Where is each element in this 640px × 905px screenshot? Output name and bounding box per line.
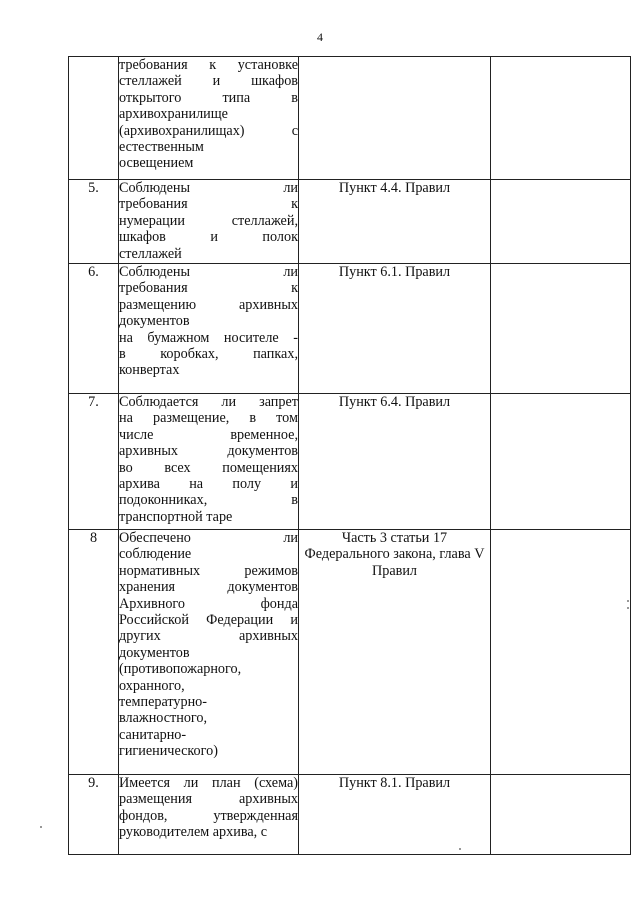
requirement-question: [119, 530, 299, 775]
table-row: [69, 264, 631, 394]
page-number: 4: [317, 30, 323, 44]
row-number: 5.: [69, 180, 119, 264]
question-line: нормативных режимов: [119, 562, 298, 579]
question-line: нумерации стеллажей,: [119, 212, 298, 229]
requirement-question: [119, 775, 299, 855]
question-line: естественным: [119, 139, 204, 156]
question-line: санитарно-: [119, 726, 187, 743]
row-number: [69, 57, 119, 180]
question-line: хранения документов: [119, 579, 298, 596]
question-line: стеллажей и шкафов: [119, 73, 298, 90]
question-line: документов: [119, 313, 190, 330]
question-line: фондов, утвержденная: [119, 807, 298, 824]
row-number: 6.: [69, 264, 119, 394]
legal-reference: Часть 3 статьи 17 Федерального закона, глава V Правил: [299, 530, 491, 775]
note-cell: [491, 775, 631, 855]
question-line: в коробках, папках,: [119, 346, 298, 363]
question-line: требования к: [119, 280, 298, 297]
question-line: на размещение, в том: [119, 410, 298, 427]
requirement-question: [119, 180, 299, 264]
table-row: [69, 775, 631, 855]
question-line: шкафов и полок: [119, 229, 298, 246]
row-number: 7.: [69, 394, 119, 530]
requirement-question: [119, 264, 299, 394]
question-line: требования к: [119, 196, 298, 213]
question-line: Соблюдены ли: [119, 264, 298, 280]
question-line: открытого типа в: [119, 89, 298, 106]
legal-reference: Пункт 6.1. Правил: [299, 264, 491, 394]
note-cell: [491, 394, 631, 530]
question-line: (противопожарного,: [119, 661, 242, 678]
question-line: руководителем архива, с: [119, 824, 268, 841]
legal-reference: Пункт 8.1. Правил: [299, 775, 491, 855]
question-line: архива на полу и: [119, 476, 298, 493]
question-line: архивных документов: [119, 443, 298, 460]
question-line: требования к установке: [119, 57, 298, 73]
question-line: архивохранилище: [119, 106, 228, 123]
question-line: соблюдение: [119, 546, 192, 563]
checklist-body: [69, 57, 631, 855]
question-line: освещением: [119, 155, 194, 172]
question-line: размещения архивных: [119, 791, 298, 808]
question-line: Имеется ли план (схема): [119, 775, 298, 791]
question-line: на бумажном носителе -: [119, 329, 298, 346]
table-row: [69, 394, 631, 530]
question-line: Архивного фонда: [119, 595, 298, 612]
question-line: документов: [119, 644, 190, 661]
requirement-question: [119, 57, 299, 180]
question-line: Соблюдены ли: [119, 180, 298, 196]
question-line: Соблюдается ли запрет: [119, 394, 298, 410]
legal-reference: Пункт 4.4. Правил: [299, 180, 491, 264]
table-row: [69, 180, 631, 264]
table-row: [69, 530, 631, 775]
note-cell: [491, 530, 631, 775]
question-line: влажностного,: [119, 710, 208, 727]
question-line: размещению архивных: [119, 296, 298, 313]
question-line: (архивохранилищах) с: [119, 122, 298, 139]
question-line: стеллажей: [119, 245, 182, 262]
legal-reference: [299, 57, 491, 180]
question-line: числе временное,: [119, 426, 298, 443]
question-line: других архивных: [119, 628, 298, 645]
question-line: температурно-: [119, 694, 207, 711]
note-cell: [491, 57, 631, 180]
question-line: конвертах: [119, 362, 180, 379]
row-number: 8: [69, 530, 119, 775]
requirement-question: [119, 394, 299, 530]
question-line: Российской Федерации и: [119, 612, 298, 629]
note-cell: [491, 264, 631, 394]
question-line: гигиенического): [119, 743, 218, 760]
legal-reference: Пункт 6.4. Правил: [299, 394, 491, 530]
table-row: [69, 57, 631, 180]
question-line: транспортной таре: [119, 508, 233, 525]
question-line: Обеспечено ли: [119, 530, 298, 546]
question-line: охранного,: [119, 677, 185, 694]
question-line: подоконниках, в: [119, 492, 298, 509]
checklist-table: [68, 56, 631, 855]
question-line: во всех помещениях: [119, 459, 298, 476]
row-number: 9.: [69, 775, 119, 855]
note-cell: [491, 180, 631, 264]
